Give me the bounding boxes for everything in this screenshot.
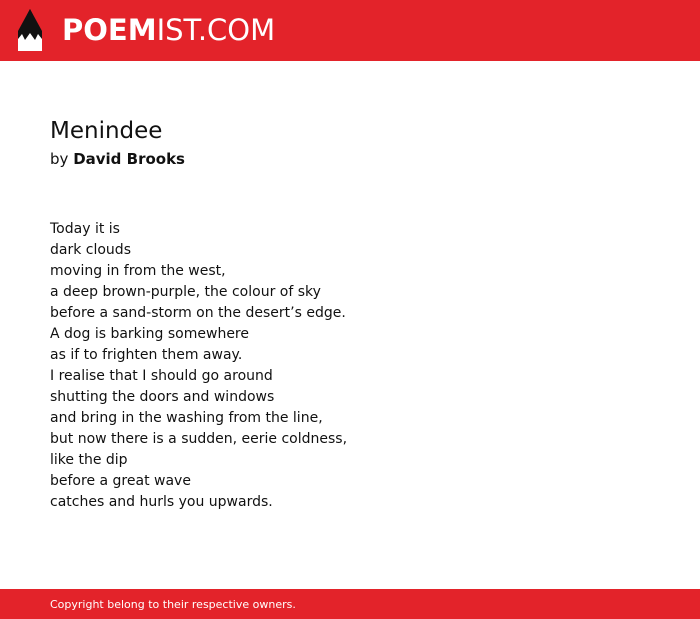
poem-line: but now there is a sudden, eerie coldness, <box>50 431 348 447</box>
poem-body <box>50 219 347 513</box>
poem-line: catches and hurls you upwards. <box>50 494 273 510</box>
poem-line: A dog is barking somewhere <box>50 326 249 342</box>
poem-line: dark clouds <box>50 242 131 258</box>
poem-line: like the dip <box>50 452 128 468</box>
poem-title: Menindee <box>50 118 163 144</box>
poem-line: moving in from the west, <box>50 263 226 279</box>
by-label: by <box>50 150 69 168</box>
site-logo[interactable] <box>62 12 275 48</box>
byline <box>50 149 185 169</box>
poem-line: a deep brown-purple, the colour of sky <box>50 284 321 300</box>
author-name: David Brooks <box>73 150 185 168</box>
poem-line: before a great wave <box>50 473 191 489</box>
site-header <box>0 0 700 61</box>
site-footer <box>0 589 700 619</box>
pencil-tip-icon[interactable] <box>17 9 43 51</box>
poem-line: before a sand-storm on the desert’s edge. <box>50 305 346 321</box>
poem-line: I realise that I should go around <box>50 368 273 384</box>
poem-line: and bring in the washing from the line, <box>50 410 323 426</box>
poem-line: Today it is <box>50 221 120 237</box>
poem-line: as if to frighten them away. <box>50 347 243 363</box>
logo-light-text: IST.COM <box>156 13 276 47</box>
poem-line: shutting the doors and windows <box>50 389 275 405</box>
copyright-text: Copyright belong to their respective owners. <box>50 598 296 611</box>
logo-bold-text: POEM <box>62 13 157 47</box>
